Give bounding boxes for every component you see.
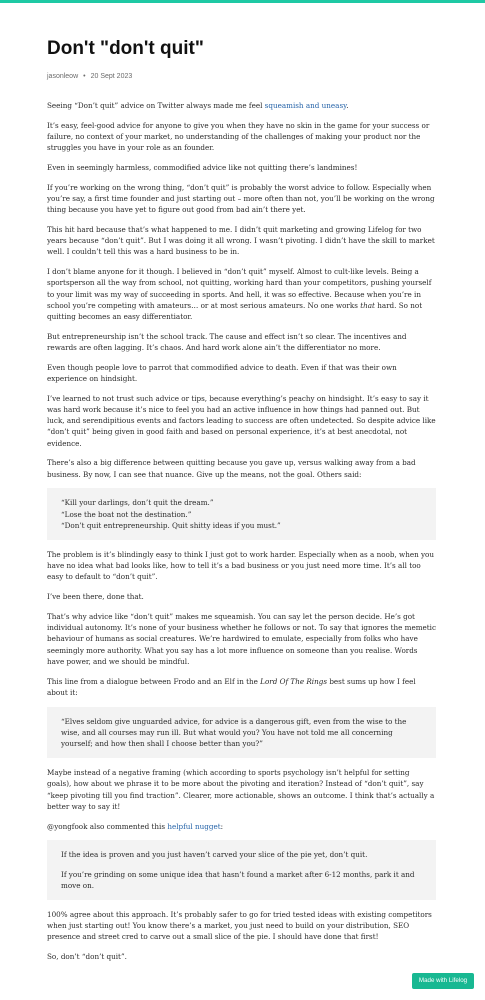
quote-text: “Elves seldom give unguarded advice, for advice is a dangerous gift, even from the wise to the wise, and all courses may run ill. But what would you? You have not told me all concerning yourself; and how then shall I choose better than you?”	[61, 716, 407, 749]
article	[47, 38, 436, 971]
paragraph: If you’re working on the wrong thing, “don’t quit” is probably the worst advice to follow. Especially when you’re say, a first time founder and just starting out – more often than not, you’ll be working on the wrong thing because you have yet to figure out good from bad ain’t there yet.	[47, 182, 435, 215]
quote-text: “Kill your darlings, don’t quit the dream.” “Lose the boat not the destination.” “Don’t quit entrepreneurship. Quit shitty ideas if you must.”	[61, 498, 281, 530]
paragraph: This line from a dialogue between Frodo and an Elf in the Lord Of The Rings best sums up how I feel about it:	[47, 676, 416, 697]
quote-others-said	[47, 488, 436, 540]
paragraph: Even in seemingly harmless, commodified advice like not quitting there’s landmines!	[47, 163, 358, 172]
author-link[interactable]: jasonleow	[47, 73, 79, 80]
paragraph: The problem is it’s blindingly easy to think I just got to work harder. Especially when as a noob, when you have no idea what bad looks like, how to tell it’s a bad business or you just need more time. It’s all too easy to default to “don’t quit”.	[47, 550, 435, 582]
book-title: Lord Of The Rings	[260, 676, 328, 686]
quote-text: If you’re grinding on some unique idea that hasn’t found a market after 6-12 months, park it and move on.	[61, 869, 415, 890]
paragraph: Even though people love to parrot that commodified advice to death. Even if that was their own experience on hindsight.	[47, 362, 397, 384]
paragraph: So, don’t “don’t quit”.	[47, 952, 127, 962]
helpful-nugget-link[interactable]: helpful nugget	[167, 821, 221, 831]
paragraph: I don’t blame anyone for it though. I believed in “don’t quit” myself. Almost to cult-like levels. Being a sportsperson all the way from school, not quitting, working hard than your competitors, pushing yourself to your limit was my way of succeeding in sports. And hell, it was so effective. Because when you’re in school you’re competing with amateurs… or at most serious amateurs. No one works that hard. So not quitting becomes an easy differentiator.	[47, 267, 432, 322]
post-meta	[47, 72, 436, 82]
paragraph: It’s easy, feel-good advice for anyone to give you when they have no skin in the game for your success or failure, no context of your market, no understanding of the challenges of making your product nor the struggles you have in your role as an founder.	[47, 120, 430, 153]
post-title: Don't "don't quit"	[47, 38, 204, 59]
paragraph: That’s why advice like “don’t quit” makes me squeamish. You can say let the person decide. He’s got individual autonomy. It’s none of your business whether he follows or not. To say that ignores the memetic behaviour of humans as social creatures. We’re hardwired to emulate, especially from folks who have seemingly more authority. What you say has a lot more influence on someone than you realise. Words have power, and we should be mindful.	[47, 612, 436, 666]
paragraph: Maybe instead of a negative framing (which according to sports psychology isn’t helpful for setting goals), how about we phrase it to be more about the pivoting and iteration? Instead of “don’t quit”, say “keep pivoting till you find traction”. Clearer, more actionable, shows an outcome. I think that’s actually a better way to say it!	[47, 768, 435, 811]
quote-yongfook	[47, 840, 436, 900]
paragraph: There’s also a big difference between quitting because you gave up, versus walking away from a bad business. By now, I can see that nuance. Give up the means, not the goal. Others said:	[47, 458, 416, 479]
paragraph: I’ve been there, done that.	[47, 592, 144, 602]
top-accent-bar	[0, 0, 485, 3]
post-date: 20 Sept 2023	[90, 73, 133, 80]
paragraph: @yongfook also commented this helpful nugget:	[47, 821, 224, 831]
paragraph: I’ve learned to not trust such advice or tips, because everything’s peachy on hindsight. It’s easy to say it was hard work because it’s nice to feel you had an active influence in how things had panned out. But luck, and serendipitious events and factors leading to success are often undetected. So despite advice like “don’t quit” being given in good faith and based on personal experience, it’s at best anecdotal, not evidence.	[47, 393, 436, 448]
paragraph: 100% agree about this approach. It’s probably safer to go for tried tested ideas with existing competitors when just starting out! You know there’s a market, you just need to build on your distribution, SEO presence and street cred to carve out a small slice of the pie. I should have done that first!	[47, 910, 432, 942]
meta-separator: •	[83, 73, 86, 80]
quote-text: If the idea is proven and you just haven’t carved your slice of the pie yet, don’t quit.	[61, 850, 368, 860]
squeamish-link[interactable]: squeamish and uneasy	[264, 101, 347, 110]
paragraph: But entrepreneurship isn’t the school track. The cause and effect isn’t so clear. The incentives and rewards are often lagging. It’s chaos. And hard work alone ain’t the differentiator no more.	[47, 331, 407, 353]
paragraph: This hit hard because that’s what happened to me. I didn’t quit marketing and growing Lifelog for two years because “don’t quit”. But I was doing it all wrong. I wasn’t pivoting. I didn’t have the skill to market well. I couldn’t tell this was a hard business to be in.	[47, 225, 435, 257]
paragraph: Seeing “Don’t quit” advice on Twitter always made me feel squeamish and uneasy.	[47, 101, 349, 110]
quote-lotr	[47, 707, 436, 759]
emphasis: that	[360, 300, 375, 310]
made-with-lifelog-button[interactable]: Made with Lifelog	[412, 973, 474, 989]
